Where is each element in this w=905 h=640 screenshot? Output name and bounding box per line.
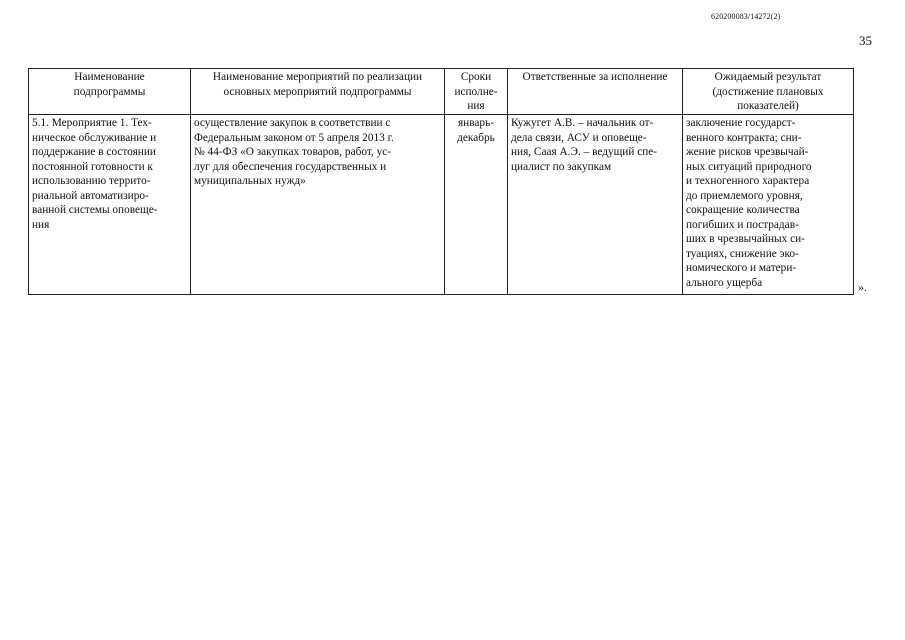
cell-deadline: январь- декабрь bbox=[445, 115, 508, 295]
program-table bbox=[28, 68, 854, 295]
header-result: Ожидаемый результат (достижение плановых показателей) bbox=[683, 69, 854, 115]
header-responsible: Ответственные за исполнение bbox=[508, 69, 683, 115]
page-number: 35 bbox=[859, 33, 872, 48]
closing-quote: ». bbox=[858, 280, 867, 294]
cell-responsible: Кужугет А.В. – начальник от- дела связи, АСУ и оповеще- ния, Саая А.Э. – ведущий спе- циалист по закупкам bbox=[508, 115, 683, 295]
registration-code: 620200083/14272(2) bbox=[711, 12, 781, 21]
header-subprogram: Наименование подпрограммы bbox=[29, 69, 191, 115]
header-deadline: Сроки исполне- ния bbox=[445, 69, 508, 115]
cell-result: заключение государст- венного контракта; сни- жение рисков чрезвычай- ных ситуаций природного и техногенного характера до приемлемого уровня, сокращение количества погибших и пострадав- ших в чрезвычайных си- туациях, снижение эко- номического и матери- ального ущерба bbox=[683, 115, 854, 295]
cell-subprogram: 5.1. Мероприятие 1. Тех- ническое обслуживание и поддержание в состоянии постоянной готовности к использованию террито- риальной автоматизиро- ванной системы оповеще- ния bbox=[29, 115, 191, 295]
header-activities: Наименование мероприятий по реализации основных мероприятий подпрограммы bbox=[191, 69, 445, 115]
table-header-row bbox=[29, 69, 854, 115]
table-row bbox=[29, 115, 854, 295]
cell-activities: осуществление закупок в соответствии с Федеральным законом от 5 апреля 2013 г. № 44-ФЗ «О закупках товаров, работ, ус- луг для обеспечения государственных и муниципальных нужд» bbox=[191, 115, 445, 295]
